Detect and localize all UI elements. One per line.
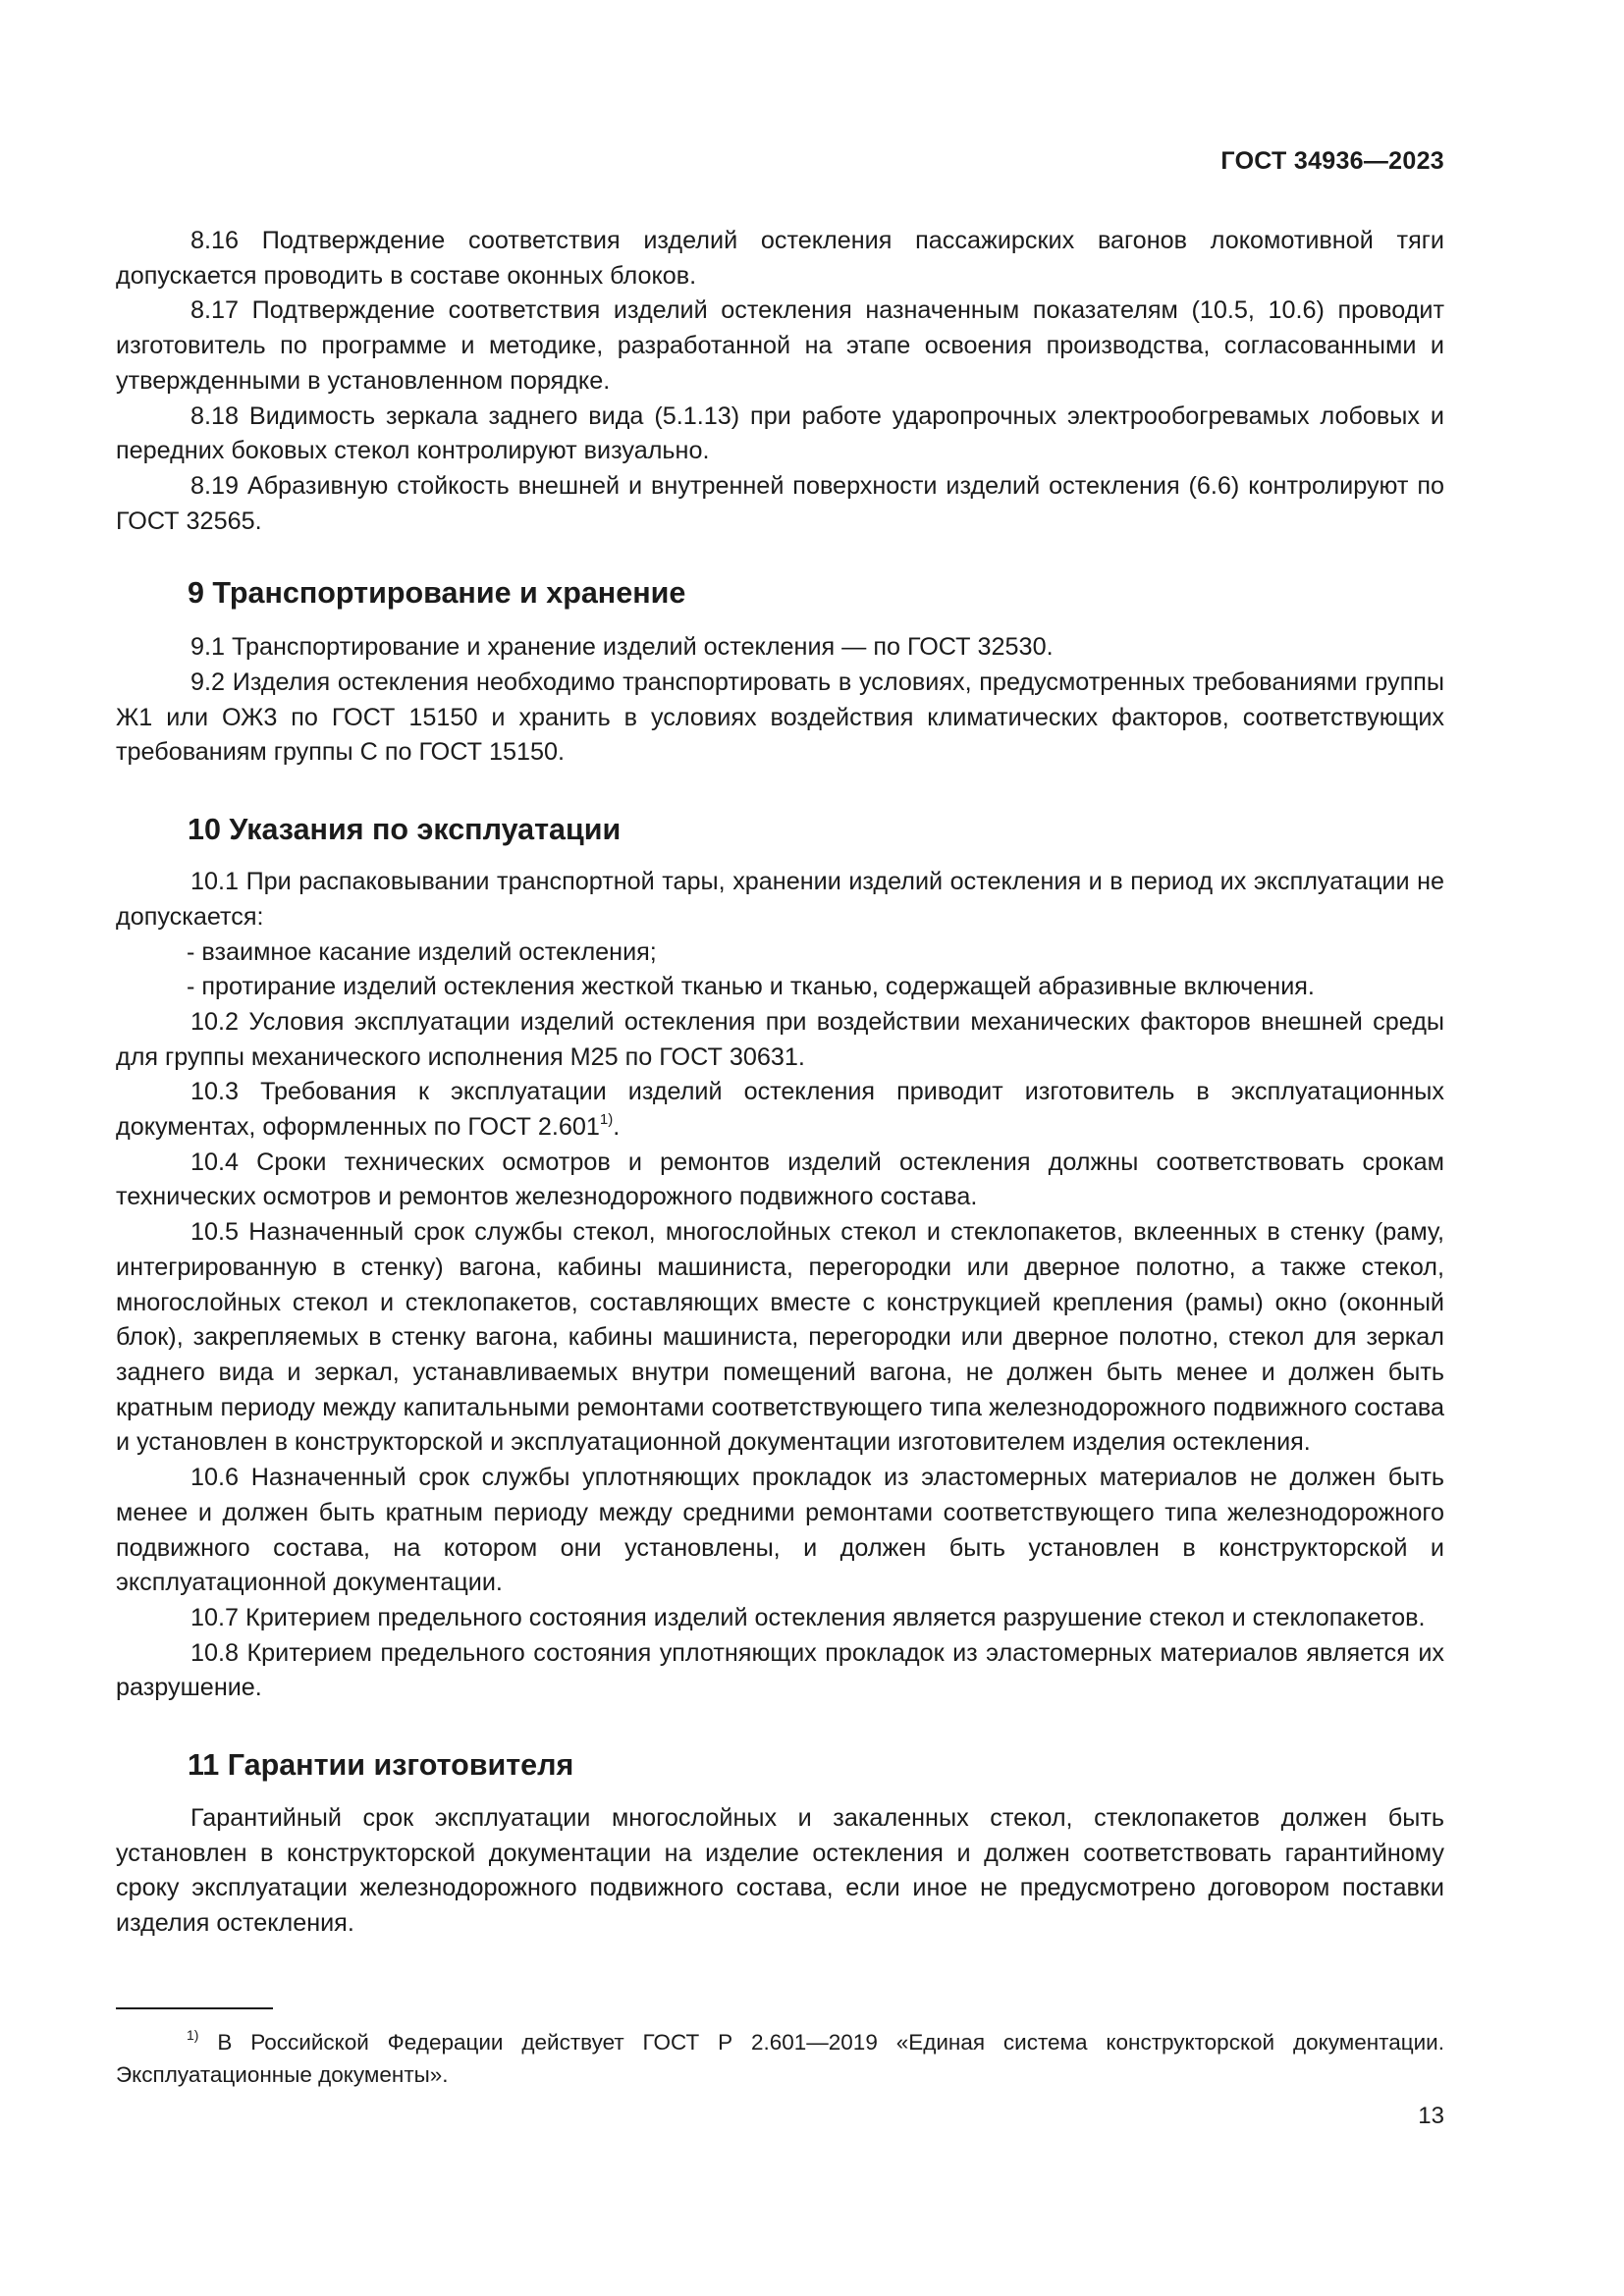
paragraph-8-18: 8.18 Видимость зеркала заднего вида (5.1.13) при работе ударопрочных электрообогревамых лобовых и передних боковых стекол контролируют визуально. xyxy=(116,401,1444,465)
list-item: - протирание изделий остекления жесткой тканью и тканью, содержащей абразивные включения. xyxy=(187,973,1315,1001)
paragraph-10-3 xyxy=(116,1075,1444,1145)
section-10-title: 10 Указания по эксплуатации xyxy=(188,813,622,847)
section-9-title: 9 Транспортирование и хранение xyxy=(188,576,686,611)
paragraph-10-4: 10.4 Сроки технических осмотров и ремонтов изделий остекления должны соответствовать срокам технических осмотров и ремонтов железнодорожного подвижного состава. xyxy=(116,1148,1444,1211)
footnote-divider xyxy=(116,2007,273,2009)
paragraph-10-3-end: . xyxy=(613,1113,621,1142)
running-header: ГОСТ 34936—2023 xyxy=(1220,147,1444,175)
paragraph-10-5: 10.5 Назначенный срок службы стекол, многослойных стекол и стеклопакетов, вклеенных в стенку (раму, интегрированную в стенку) вагона, кабины машиниста, перегородки или дверное полотно, а также стекол, многослойных стекол и стеклопакетов, составляющих вместе с конструкцией крепления (рамы) окно (оконный блок), закрепляемых в стенку вагона, кабины машиниста, перегородки или дверное полотно, стекол для зеркал заднего вида и зеркал, устанавливаемых внутри помещений вагона, не должен быть менее и должен быть кратным периоду между капитальными ремонтами соответствующего типа железнодорожного подвижного состава и установлен в конструкторской и эксплуатационной документации изготовителем изделия остекления. xyxy=(116,1218,1444,1457)
footnote-reference: 1) xyxy=(599,1111,614,1129)
footnote-mark: 1) xyxy=(187,2027,199,2043)
paragraph-9-2: 9.2 Изделия остекления необходимо транспортировать в условиях, предусмотренных требованиями группы Ж1 или ОЖ3 по ГОСТ 15150 и хранить в условиях воздействия климатических факторов, соответствующих требованиям группы С по ГОСТ 15150. xyxy=(116,668,1444,767)
paragraph-10-3-text: 10.3 Требования к эксплуатации изделий остекления приводит изготовитель в эксплуатационных документах, оформленных по ГОСТ 2.601 xyxy=(116,1078,1444,1142)
footnote-text: В Российской Федерации действует ГОСТ Р 2.601—2019 «Единая система конструкторской документации. Эксплуатационные документы». xyxy=(116,2030,1444,2087)
paragraph-10-1: 10.1 При распаковывании транспортной тары, хранении изделий остекления и в период их эксплуатации не допускается: xyxy=(116,868,1444,931)
page-content xyxy=(116,224,1444,1942)
footnote xyxy=(116,2026,1444,2091)
paragraph-11: Гарантийный срок эксплуатации многослойных и закаленных стекол, стеклопакетов должен быть установлен в конструкторской документации на изделие остекления и должен соответствовать гарантийному сроку эксплуатации железнодорожного подвижного состава, если иное не предусмотрено договором поставки изделия остекления. xyxy=(116,1804,1444,1938)
paragraph-10-8: 10.8 Критерием предельного состояния уплотняющих прокладок из эластомерных материалов является их разрушение. xyxy=(116,1638,1444,1702)
section-11-title: 11 Гарантии изготовителя xyxy=(188,1748,574,1783)
paragraph-10-7: 10.7 Критерием предельного состояния изделий остекления является разрушение стекол и стеклопакетов. xyxy=(190,1603,1426,1631)
list-item: - взаимное касание изделий остекления; xyxy=(187,937,657,966)
page-number: 13 xyxy=(1418,2103,1444,2129)
paragraph-8-17: 8.17 Подтверждение соответствия изделий остекления назначенным показателям (10.5, 10.6) проводит изготовитель по программе и методике, разработанной на этапе освоения производства, согласованными и утвержденными в установленном порядке. xyxy=(116,296,1444,395)
paragraph-10-2: 10.2 Условия эксплуатации изделий остекления при воздействии механических факторов внешней среды для группы механического исполнения М25 по ГОСТ 30631. xyxy=(116,1007,1444,1071)
paragraph-8-19: 8.19 Абразивную стойкость внешней и внутренней поверхности изделий остекления (6.6) контролируют по ГОСТ 32565. xyxy=(116,471,1444,535)
paragraph-8-16: 8.16 Подтверждение соответствия изделий остекления пассажирских вагонов локомотивной тяги допускается проводить в составе оконных блоков. xyxy=(116,227,1444,290)
paragraph-10-6: 10.6 Назначенный срок службы уплотняющих прокладок из эластомерных материалов не должен быть менее и должен быть кратным периоду между средними ремонтами соответствующего типа железнодорожного подвижного состава, на котором они установлены, и должен быть установлен в конструкторской и эксплуатационной документации. xyxy=(116,1464,1444,1597)
paragraph-9-1: 9.1 Транспортирование и хранение изделий остекления — по ГОСТ 32530. xyxy=(190,633,1054,662)
